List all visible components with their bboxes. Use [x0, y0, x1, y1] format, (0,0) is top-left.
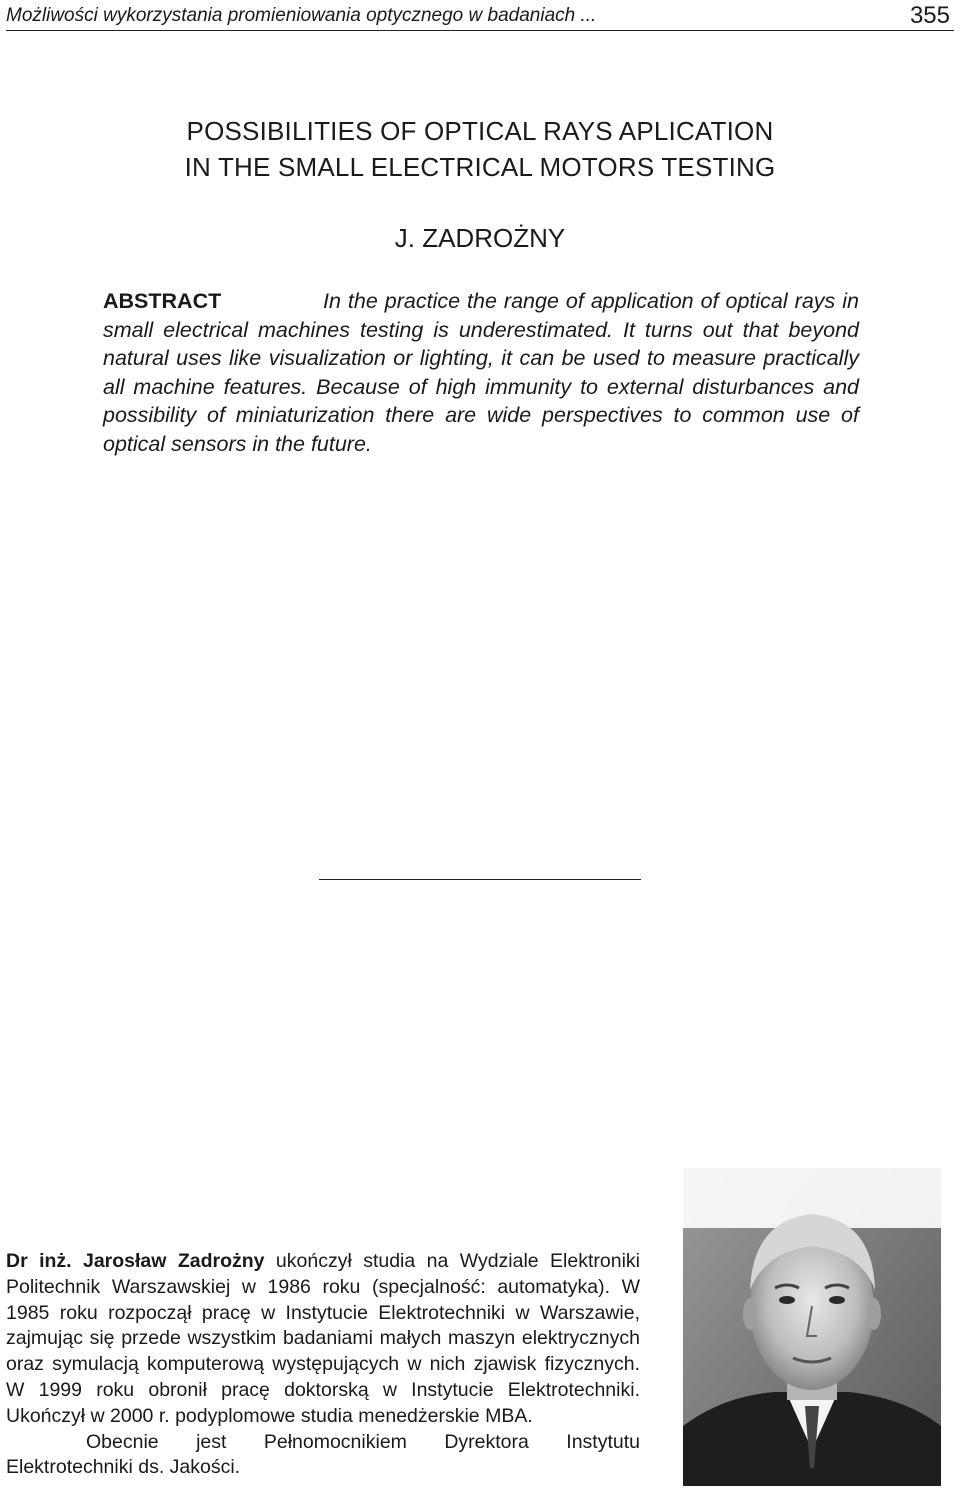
author-bio	[6, 1249, 640, 1481]
paper-title-line-2: IN THE SMALL ELECTRICAL MOTORS TESTING	[184, 152, 776, 182]
abstract-label: ABSTRACT	[103, 289, 222, 313]
running-header	[6, 2, 954, 31]
paper-title	[0, 113, 960, 185]
author-portrait-icon	[683, 1168, 941, 1486]
page-number: 355	[909, 2, 950, 29]
author-name: J. ZADROŻNY	[394, 223, 566, 253]
bio-paragraph-2: Obecnie jest Pełnomocnikiem Dyrektora Instytutu Elektrotechniki ds. Jakości.	[6, 1430, 640, 1479]
abstract-text: In the practice the range of application of optical rays in small electrical machines testing is underestimated. It turns out that beyond natural uses like visualization or lighting, it can be used to measure practically all machine features. Because of high immunity to external disturbances and possibility of miniaturization there are wide perspectives to common use of optical sensors in the future.	[103, 289, 859, 456]
bio-author-name: Dr inż. Jarosław Zadrożny	[6, 1250, 265, 1272]
paper-title-line-1: POSSIBILITIES OF OPTICAL RAYS APLICATION	[186, 116, 774, 146]
bio-paragraph-1: ukończył studia na Wydziale Elektroniki Politechnik Warszawskiej w 1986 roku (specjalność: automatyka). W 1985 roku rozpoczął pracę w Instytucie Elektrotechniki w Warszawie, zajmując się przede wszystkim badaniami małych maszyn elektrycznych oraz symulacją komputerową występujących w nich zjawisk fizycznych. W 1999 roku obronił pracę doktorską w Instytucie Elektrotechniki. Ukończył w 2000 r. podyplomowe studia menedżerskie MBA.	[6, 1250, 640, 1427]
running-title: Możliwości wykorzystania promieniowania optycznego w badaniach ...	[6, 5, 597, 26]
separator-line	[319, 879, 641, 880]
abstract	[103, 287, 859, 458]
